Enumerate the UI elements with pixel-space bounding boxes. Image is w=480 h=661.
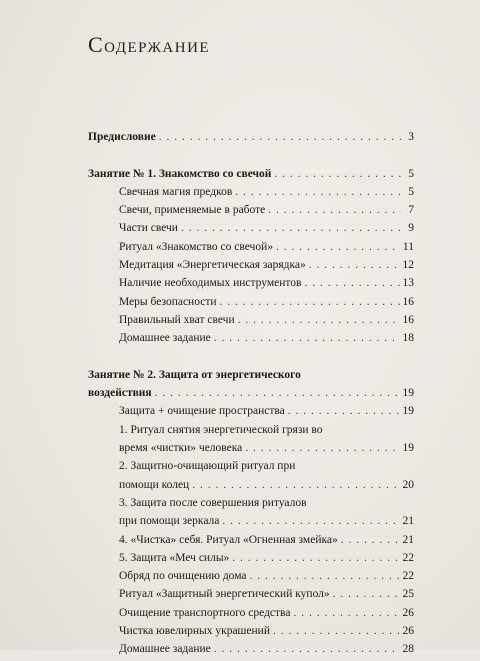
toc-entry <box>88 569 414 587</box>
toc-entry-text: Домашнее задание <box>119 332 211 345</box>
toc-page-number: 22 <box>402 570 414 583</box>
toc-entry-text: Ритуал «Знакомство со свечой» <box>119 240 273 253</box>
toc-entry-text: Медитация «Энергетическая зарядка» <box>119 259 306 272</box>
toc-entry <box>88 331 414 349</box>
toc-entry-text: 5. Защита «Меч силы» <box>119 551 230 564</box>
toc-entry-text: помощи колец <box>119 478 190 491</box>
toc-entry-text: Свечная магия предков <box>119 185 233 198</box>
toc-entry <box>88 441 414 459</box>
toc-entry-text: Защита + очищение пространства <box>119 405 285 418</box>
dot-leader <box>192 478 399 492</box>
dot-leader <box>268 203 401 217</box>
dot-leader <box>274 167 401 181</box>
toc-page-number: 21 <box>402 533 414 546</box>
toc-entry <box>88 221 414 239</box>
toc-page-number: 12 <box>402 259 414 272</box>
dot-leader <box>214 642 400 656</box>
toc-entry <box>88 313 414 331</box>
toc-entry-text: Наличие необходимых инструментов <box>119 277 302 290</box>
toc-entry <box>88 606 414 624</box>
toc-entry-line1: 1. Ритуал снятия энергетической грязи во <box>119 423 323 436</box>
toc-entry-text: Чистка ювелирных украшений <box>119 625 270 638</box>
dot-leader <box>235 185 401 199</box>
toc-entry-line1: 3. Защита после совершения ритуалов <box>119 496 307 509</box>
toc-entry-text: Свечи, применяемые в работе <box>119 204 266 217</box>
dot-leader <box>159 130 401 144</box>
toc-entry <box>88 276 414 294</box>
toc-page-number: 16 <box>402 295 414 308</box>
toc-entry-text: Занятие № 1. Знакомство со свечой <box>88 167 272 180</box>
toc-page-number: 22 <box>402 551 414 564</box>
toc-entry-text: Ритуал «Защитный энергетический купол» <box>119 588 330 601</box>
toc-entry-text: время «чистки» человека <box>119 442 243 455</box>
toc-entry-text: Правильный хват свечи <box>119 313 235 326</box>
toc-entry <box>88 295 414 313</box>
dot-leader <box>214 331 400 345</box>
toc-page-number: 19 <box>402 387 414 400</box>
toc-entry-text: Очищение транспортного средства <box>119 606 291 619</box>
toc-entry <box>88 258 414 276</box>
toc-entry <box>88 404 414 422</box>
toc-entry-text: 4. «Чистка» себя. Ритуал «Огненная змейка» <box>119 533 338 546</box>
toc-page-number: 20 <box>402 478 414 491</box>
toc-entry-text: Обряд по очищению дома <box>119 570 247 583</box>
toc-entry <box>88 642 414 660</box>
toc-entry-text: Части свечи <box>119 222 178 235</box>
toc-page-number: 18 <box>402 332 414 345</box>
toc-page-number: 28 <box>402 643 414 656</box>
toc-page-number: 7 <box>408 204 414 217</box>
toc-entry-text: Предисловие <box>88 131 156 143</box>
toc-page-number: 19 <box>402 405 414 418</box>
dot-leader <box>222 514 399 528</box>
toc-chapter-2-line1: Занятие № 2. Защита от энергетического <box>88 368 301 381</box>
toc-entry <box>88 551 414 569</box>
toc-page-number: 3 <box>408 131 414 143</box>
dot-leader <box>341 533 400 547</box>
toc-entry-text: при помощи зеркала <box>119 515 220 528</box>
dot-leader <box>273 624 400 638</box>
toc-page-number: 9 <box>408 222 414 235</box>
toc-page-number: 13 <box>402 277 414 290</box>
dot-leader <box>245 441 399 455</box>
dot-leader <box>181 221 401 235</box>
toc-page-number: 5 <box>408 185 414 198</box>
dot-leader <box>238 313 400 327</box>
toc-entry <box>88 240 414 258</box>
dot-leader <box>155 386 400 400</box>
toc-page-number: 5 <box>408 167 414 180</box>
toc-page-number: 26 <box>402 625 414 638</box>
toc-page-number: 26 <box>402 606 414 619</box>
dot-leader <box>293 606 399 620</box>
toc-entry <box>88 587 414 605</box>
toc-entry-text: Домашнее задание <box>119 643 211 656</box>
toc-entry-text: воздействия <box>88 387 152 400</box>
toc-chapter-2 <box>88 386 414 404</box>
toc-entry <box>88 478 414 496</box>
toc-entry <box>88 624 414 642</box>
toc-page-number: 16 <box>402 313 414 326</box>
dot-leader <box>288 404 400 418</box>
toc-entry-preface <box>88 130 414 148</box>
dot-leader <box>304 276 399 290</box>
toc-entry <box>88 203 414 221</box>
toc-chapter-1 <box>88 167 414 185</box>
table-of-contents <box>88 130 414 661</box>
toc-entry <box>88 533 414 551</box>
dot-leader <box>250 569 400 583</box>
toc-page-number: 21 <box>402 515 414 528</box>
dot-leader <box>276 240 400 254</box>
toc-entry <box>88 514 414 532</box>
toc-page-number: 11 <box>402 240 414 253</box>
toc-entry-text: Меры безопасности <box>119 295 217 308</box>
dot-leader <box>333 587 400 601</box>
toc-page-number: 19 <box>402 442 414 455</box>
page-title: Содержание <box>88 32 211 57</box>
dot-leader <box>232 551 399 565</box>
dot-leader <box>309 258 400 272</box>
toc-entry-line1: 2. Защитно-очищающий ритуал при <box>119 460 296 473</box>
dot-leader <box>220 295 400 309</box>
toc-page-number: 25 <box>402 588 414 601</box>
toc-entry <box>88 185 414 203</box>
